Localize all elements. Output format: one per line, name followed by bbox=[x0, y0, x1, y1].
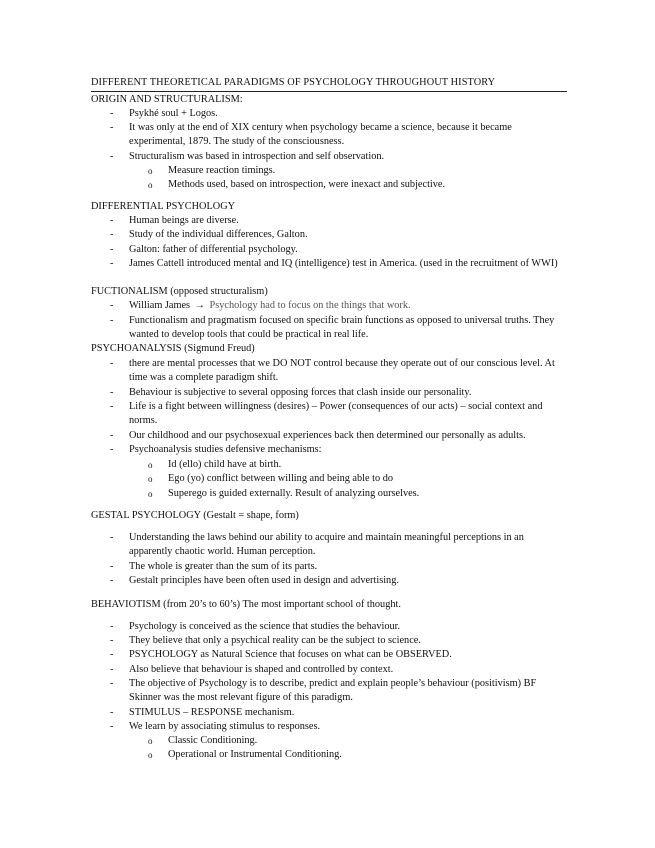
list-item-text: Life is a fight between willingness (desires) – Power (consequences of our acts) – social context and norms. bbox=[129, 401, 543, 426]
list-item-text: James Cattell introduced mental and IQ (intelligence) test in America. (used in the recruitment of WWI) bbox=[129, 258, 558, 269]
bullet-marker: - bbox=[110, 621, 114, 632]
list-item-text: Our childhood and our psychosexual experiences back then determined our personally as adults. bbox=[129, 430, 526, 441]
list-item-text: Galton: father of differential psychology. bbox=[129, 244, 298, 255]
bullet-marker: - bbox=[110, 561, 114, 572]
list-item-text: They believe that only a psychical reality can be the subject to science. bbox=[129, 635, 421, 646]
sub-list-item bbox=[148, 748, 568, 762]
bullet-marker: - bbox=[110, 707, 114, 718]
list-item-text: Study of the individual differences, Galton. bbox=[129, 229, 308, 240]
sub-bullet-marker: o bbox=[148, 474, 153, 484]
list-item bbox=[110, 560, 569, 574]
list-item-text: It was only at the end of XIX century when psychology became a science, because it became experimental, 1879. The study of the consciousness. bbox=[129, 122, 512, 147]
list-item-text: Psykhé soul + Logos. bbox=[129, 108, 218, 119]
list-item bbox=[110, 228, 569, 242]
bullet-marker: - bbox=[110, 122, 114, 133]
sub-list-item-text: Ego (yo) conflict between willing and being able to do bbox=[168, 473, 394, 484]
list-item-text: there are mental processes that we DO NOT control because they operate out of our conscious level. At time was a complete paradigm shift. bbox=[129, 358, 555, 383]
section-heading-differential: DIFFERENTIAL PSYCHOLOGY bbox=[91, 201, 236, 212]
bullet-marker: - bbox=[110, 387, 114, 398]
bullet-marker: - bbox=[110, 401, 114, 412]
list-item bbox=[110, 121, 569, 149]
list-item-text: Human beings are diverse. bbox=[129, 215, 239, 226]
section-heading-gestalt: GESTAL PSYCHOLOGY (Gestalt = shape, form) bbox=[91, 510, 299, 521]
list-item bbox=[110, 720, 569, 734]
sub-list-item-text: Operational or Instrumental Conditioning. bbox=[168, 749, 342, 760]
list-item bbox=[110, 150, 569, 164]
list-item-text: STIMULUS – RESPONSE mechanism. bbox=[129, 707, 295, 718]
bullet-marker: - bbox=[110, 635, 114, 646]
list-item-text: PSYCHOLOGY as Natural Science that focuses on what can be OBSERVED. bbox=[129, 649, 452, 660]
list-item-text: Also believe that behaviour is shaped and controlled by context. bbox=[129, 664, 394, 675]
bullet-marker: - bbox=[110, 649, 114, 660]
sub-list-item-text: Superego is guided externally. Result of analyzing ourselves. bbox=[168, 488, 420, 499]
list-item-text: Psychology had to focus on the things that work. bbox=[209, 300, 411, 311]
list-item-text: Psychoanalysis studies defensive mechanisms: bbox=[129, 444, 322, 455]
list-item-text: Gestalt principles have been often used in design and advertising. bbox=[129, 575, 399, 586]
list-item bbox=[110, 400, 569, 428]
sub-bullet-marker: o bbox=[148, 489, 153, 499]
list-item bbox=[110, 648, 569, 662]
list-item-text: Behaviour is subjective to several opposing forces that clash inside our personality. bbox=[129, 387, 472, 398]
bullet-marker: - bbox=[110, 532, 114, 543]
bullet-marker: - bbox=[110, 678, 114, 689]
sub-bullet-marker: o bbox=[148, 166, 153, 176]
bullet-marker: - bbox=[110, 229, 114, 240]
sub-list-item-text: Classic Conditioning. bbox=[168, 735, 258, 746]
list-item bbox=[110, 299, 569, 313]
bullet-marker: - bbox=[110, 108, 114, 119]
sub-bullet-marker: o bbox=[148, 180, 153, 190]
list-item bbox=[110, 706, 569, 720]
list-item bbox=[110, 314, 569, 342]
list-item-text: The objective of Psychology is to describe, predict and explain people’s behaviour (positivism) BF Skinner was the most relevant figure of this paradigm. bbox=[129, 678, 537, 703]
list-item bbox=[110, 357, 569, 385]
list-item bbox=[110, 257, 569, 271]
bullet-marker: - bbox=[110, 358, 114, 369]
sub-bullet-marker: o bbox=[148, 750, 153, 760]
list-item bbox=[110, 214, 569, 228]
list-item-text: Understanding the laws behind our ability to acquire and maintain meaningful perceptions in an apparently chaotic world. Human perception. bbox=[129, 532, 524, 557]
sub-list-item-text: Methods used, based on introspection, were inexact and subjective. bbox=[168, 179, 446, 190]
section-heading-psychoanalysis: PSYCHOANALYSIS (Sigmund Freud) bbox=[91, 343, 255, 354]
list-item bbox=[110, 620, 569, 634]
list-item-text: We learn by associating stimulus to responses. bbox=[129, 721, 321, 732]
list-item bbox=[110, 443, 569, 457]
sub-list-item bbox=[148, 164, 568, 178]
bullet-marker: - bbox=[110, 215, 114, 226]
list-item bbox=[110, 386, 569, 400]
list-item bbox=[110, 243, 569, 257]
list-item-text: Functionalism and pragmatism focused on specific brain functions as opposed to universal truths. They wanted to develop tools that could be practical in real life. bbox=[129, 315, 555, 340]
bullet-marker: - bbox=[110, 664, 114, 675]
list-item-text: Psychology is conceived as the science that studies the behaviour. bbox=[129, 621, 401, 632]
sub-list-item bbox=[148, 458, 568, 472]
bullet-marker: - bbox=[110, 721, 114, 732]
list-item-text: The whole is greater than the sum of its parts. bbox=[129, 561, 318, 572]
list-item bbox=[110, 634, 569, 648]
list-item-lead: William James bbox=[129, 300, 191, 311]
bullet-marker: - bbox=[110, 430, 114, 441]
bullet-marker: - bbox=[110, 258, 114, 269]
list-item bbox=[110, 107, 569, 121]
section-heading-origin: ORIGIN AND STRUCTURALISM: bbox=[91, 94, 243, 105]
sub-list-item-text: Measure reaction timings. bbox=[168, 165, 276, 176]
document-title: DIFFERENT THEORETICAL PARADIGMS OF PSYCHOLOGY THROUGHOUT HISTORY bbox=[91, 76, 567, 92]
sub-list-item bbox=[148, 487, 568, 501]
list-item bbox=[110, 531, 569, 559]
list-item bbox=[110, 574, 569, 588]
sub-list-item bbox=[148, 472, 568, 486]
list-item bbox=[110, 663, 569, 677]
bullet-marker: - bbox=[110, 315, 114, 326]
sub-list-item-text: Id (ello) child have at birth. bbox=[168, 459, 282, 470]
bullet-marker: - bbox=[110, 244, 114, 255]
sub-bullet-marker: o bbox=[148, 460, 153, 470]
section-heading-functionalism: FUCTIONALISM (opposed structuralism) bbox=[91, 286, 268, 297]
list-item bbox=[110, 677, 569, 705]
right-arrow-icon: → bbox=[194, 300, 205, 311]
bullet-marker: - bbox=[110, 444, 114, 455]
list-item bbox=[110, 429, 569, 443]
bullet-marker: - bbox=[110, 151, 114, 162]
sub-list-item bbox=[148, 178, 568, 192]
list-item-text: Structuralism was based in introspection and self observation. bbox=[129, 151, 385, 162]
sub-bullet-marker: o bbox=[148, 736, 153, 746]
bullet-marker: - bbox=[110, 300, 114, 311]
sub-list-item bbox=[148, 734, 568, 748]
section-heading-behaviorism: BEHAVIOTISM (from 20’s to 60’s) The most important school of thought. bbox=[91, 599, 401, 610]
bullet-marker: - bbox=[110, 575, 114, 586]
